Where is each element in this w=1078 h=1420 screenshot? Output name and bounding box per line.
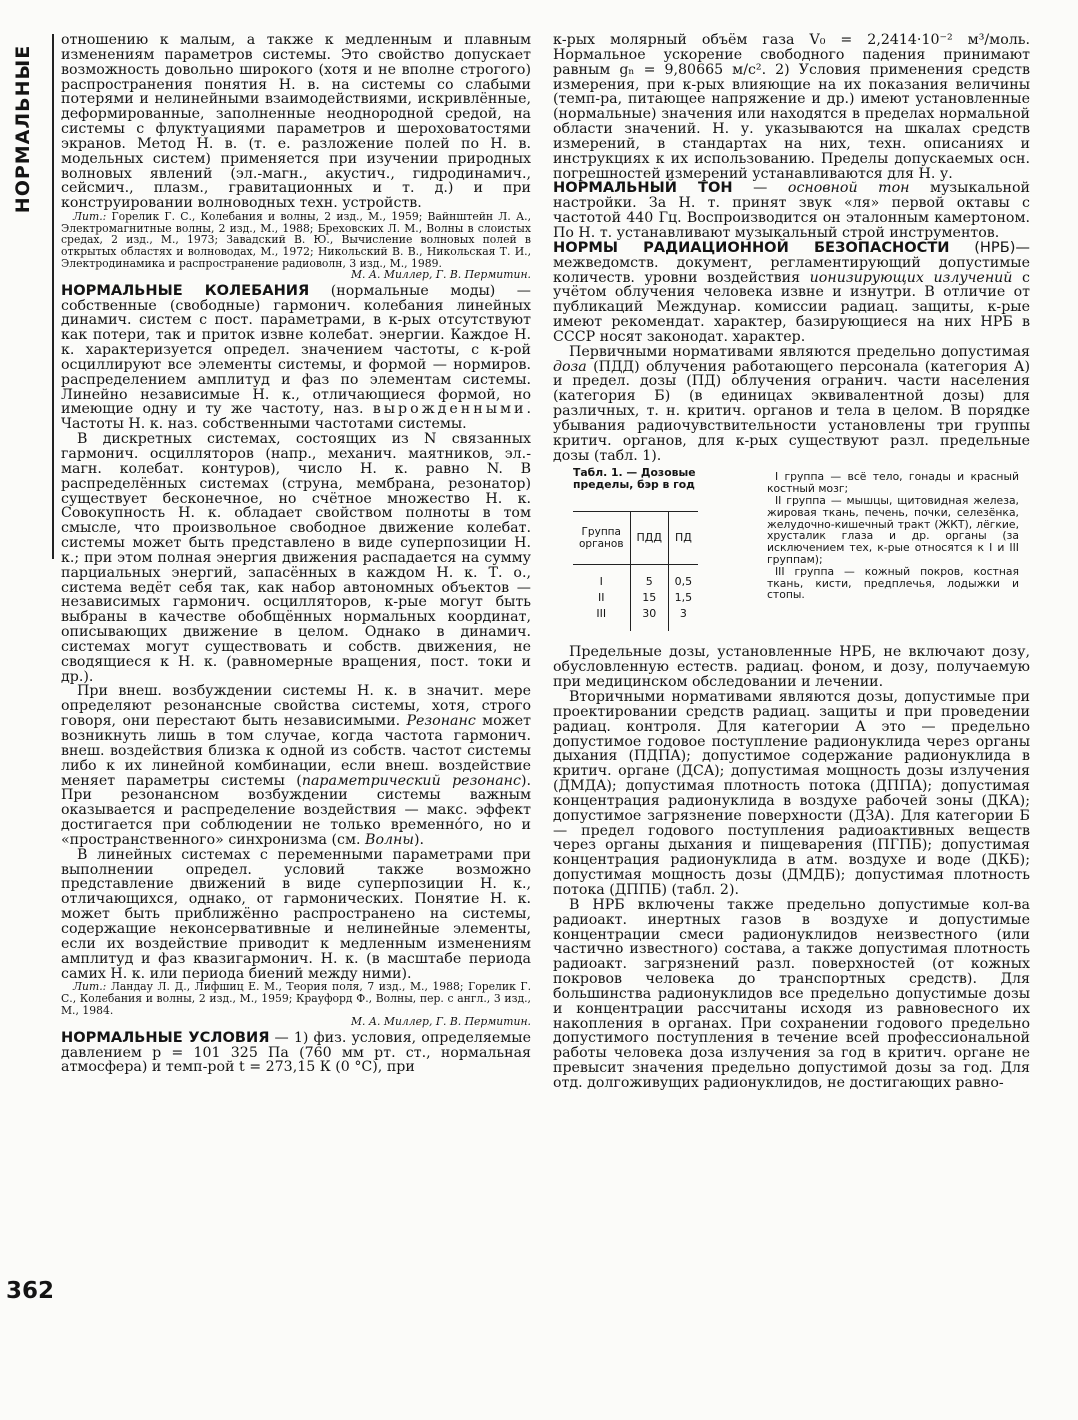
table-note: III группа — кожный покров, костная ткань, кисти, предплечья, лодыжки и стопы. [767, 564, 1019, 602]
paragraph: Предельные дозы, установленные НРБ, не включают дозу, обусловленную естеств. радиац. фоном, и дозу, получаемую при медицинском обследовании и лечении. [553, 644, 1030, 691]
references: Лит.: Ландау Л. Д., Лифшиц Е. М., Теория поля, 7 изд., М., 1988; Горелик Г. С., Колебания и волны, 2 изд., М., 1959; Крауфорд Ф., Волны, пер. с англ., 3 изд., М., 1984. [61, 980, 531, 1017]
paragraph: к-рых молярный объём газа V₀ = 2,2414·10⁻² м³/моль. Нормальное ускорение свободного падения принимают равным gₙ = 9,80665 м/с². 2) Условия применения средств измерения, при к-рых влияющие на их показания величины (темп-ра, питающее напряжение и др.) имеют установленные (нормальные) значения или находятся в пределах нормальной области значений. Н. у. указываются на шкалах средств измерений, в стандартах на них, техн. описаниях и инструкциях к их использованию. Пределы допускаемых осн. погрешностей измерений устанавливаются для Н. у. [553, 33, 1030, 182]
table-caption: Табл. 1. — Дозовые пределы, бэр в год [573, 466, 696, 492]
right-column [553, 33, 1030, 1091]
headword: НОРМАЛЬНЫЙ ТОН [553, 179, 733, 197]
references: Лит.: Горелик Г. С., Колебания и волны, 2 изд., М., 1959; Вайнштейн Л. А., Электромагнитные волны, 2 изд., М., 1988; Бреховских Л. М., Волны в слоистых средах, 2 изд., М., 1973; Завадский В. Ю., Вычисление волновых полей в открытых областях и волноводах, М., 1972; Никольский В. В., Никольская Т. И., Электродинамика и распространение радиоволн, 3 изд., М., 1989. [61, 210, 531, 270]
paragraph: В НРБ включены также предельно допустимые кол-ва радиоакт. инертных газов в воздухе и допустимые концентрации смеси радионуклидов неизвестного (или частично известного) состава, а также допустимая плотность радиоакт. загрязнений разл. поверхностей (от кожных покровов человека до транспортных средств). Для большинства радионуклидов все предельно допустимые дозы и концентрации рассчитаны исходя из равновесного их накопления в органах. При сохранении годового предельно допустимого поступления в течение всей профессиональной работы человека доза излучения за год в критич. органе не превысит значения предельно допустимой дозы за год. Для отд. долгоживущих радионуклидов, не достигающих равно- [553, 896, 1030, 1091]
entry-normal-oscillations: НОРМАЛЬНЫЕ КОЛЕБАНИЯ (нормальные моды) — собственные (свободные) гармонич. колебания линейных динамич. систем с пост. параметрами, в к-рых отсутствуют как потери, так и приток извне колебат. энергии. Каждое Н. к. характеризуется определ. значением частоты, с к-рой осциллируют все элементы системы, и формой — нормиров. распределением амплитуд и фаз по элементам системы. Линейно независимые Н. к., отличающиеся формой, но имеющие одну и ту же частоту, наз. вырожденными. Частоты Н. к. наз. собственными частотами системы. [61, 281, 531, 433]
paragraph: В дискретных системах, состоящих из N связанных гармонич. осцилляторов (напр., механич. маятников, эл.-магн. колебат. контуров), число Н. к. равно N. В распределённых системах (струна, мембрана, резонатор) существует бесконечное, но счётное множество Н. к. Совокупность Н. к. обладает свойством полноты в том смысле, что произвольное свободное движение колебат. системы может быть представлено в виде суперпозиции Н. к.; при этом полная энергия движения распадается на сумму парциальных энергий, запасённых в каждом Н. к. Т. о., система ведёт себя так, как набор автономных объектов — независимых гармонич. осцилляторов, к-рые могут быть выбраны в качестве обобщённых нормальных координат, описывающих движение в целом. Однако в динамич. системах могут существовать и собств. движения, не сводящиеся к Н. к. (равномерные вращения, пост. токи и др.). [61, 431, 531, 685]
headword: НОРМЫ РАДИАЦИОННОЙ БЕЗОПАСНОСТИ [553, 238, 950, 256]
paragraph: Первичными нормативами являются предельно допустимая доза (ПДД) облучения работающего персонала (категория А) и предел. дозы (ПД) облучения огранич. части населения (категория Б) (в единицах эквивалентной дозы) для различных, т. н. критич. органов и тела в целом. В порядке убывания радиочувствительности установлены три группы критич. органов, для к-рых существуют разл. предельные дозы (табл. 1). [553, 343, 1030, 464]
author-signature: М. А. Миллер, Г. В. Пермитин. [350, 1015, 531, 1029]
table-row: III 30 3 [573, 606, 698, 631]
dose-limits-table [573, 511, 698, 631]
entry-radiation-safety-norms: НОРМЫ РАДИАЦИОННОЙ БЕЗОПАСНОСТИ (НРБ)— межведомств. документ, регламентирующий допустимые количеств. уровни воздействия ионизирующих излучений с учётом облучения человека извне и изнутри. В отличие от публикаций Междунар. комиссии радиац. защиты, к-рые имеют рекомендат. характер, базирующиеся на них НРБ в СССР носят законодат. характер. [553, 238, 1030, 345]
column-header: ПДД [630, 512, 668, 565]
table-row: II 15 1,5 [573, 590, 698, 606]
table-note: I группа — всё тело, гонады и красный костный мозг; [767, 470, 1019, 496]
headword: НОРМАЛЬНЫЕ КОЛЕБАНИЯ [61, 281, 310, 299]
table-row: I 5 0,5 [573, 565, 698, 591]
page-number: 362 [6, 1278, 55, 1304]
entry-normal-conditions: НОРМАЛЬНЫЕ УСЛОВИЯ — 1) физ. условия, определяемые давлением p = 101 325 Па (760 мм рт. ст., нормальная атмосфера) и темп-рой t = 273,15 К (0 °C), при [61, 1028, 531, 1076]
running-head: НОРМАЛЬНЫЕ [12, 44, 34, 214]
entry-normal-tone: НОРМАЛЬНЫЙ ТОН — основной тон музыкальной настройки. За Н. т. принят звук «ля» первой октавы с частотой 440 Гц. Воспроизводится он эталонным камертоном. По Н. т. устанавливают музыкальный строй инструментов. [553, 179, 1030, 241]
column-header: ПД [668, 512, 697, 565]
column-header: Группа органов [573, 512, 630, 565]
paragraph: При внеш. возбуждении системы Н. к. в значит. мере определяют резонансные свойства системы, хотя, строго говоря, они перестают быть независимыми. Резонанс может возникнуть лишь в том случае, когда частота гармонич. внеш. воздействия близка к одной из собств. частот системы либо к их линейной комбинации, если внеш. воздействие меняет параметры системы (параметрический резонанс). При резонансном возбуждении системы важным оказывается и распределение воздействия — макс. эффект достигается при соблюдении не только временнóго, но и «пространственного» синхронизма (см. Волны). [61, 683, 531, 848]
dose-limits-table-block [553, 467, 1030, 639]
margin-rule [52, 34, 54, 559]
author-signature: М. А. Миллер, Г. В. Пермитин. [350, 268, 531, 282]
table-note: II группа — мышцы, щитовидная железа, жировая ткань, печень, почки, селезёнка, желудочно-кишечный тракт (ЖКТ), лёгкие, хрусталик глаза и др. органы (за исключением тех, к-рые относятся к I и III группам); [767, 494, 1019, 567]
left-column [61, 33, 531, 1075]
headword: НОРМАЛЬНЫЕ УСЛОВИЯ [61, 1028, 270, 1046]
paragraph: Вторичными нормативами являются дозы, допустимые при проектировании средств радиац. защиты и при проведении радиац. контроля. Для категории А это — предельно допустимое годовое поступление радионуклида через органы дыхания (ПДПA); допустимое содержание радионуклида в критич. органе (ДСA); допустимая мощность дозы излучения (ДМДA); допустимая плотность потока (ДППA); допустимая концентрация радионуклида в воздухе рабочей зоны (ДКA); допустимое загрязнение поверхности (ДЗA). Для категории Б — предел годового поступления радиоактивных веществ через органы дыхания и пищеварения (ПГПБ); допустимая концентрация радионуклида в атм. воздухе и воде (ДКБ); допустимая мощность дозы (ДМДБ); допустимая плотность потока (ДППБ) (табл. 2). [553, 689, 1030, 898]
paragraph: В линейных системах с переменными параметрами при выполнении определ. условий также возможно представление движений в виде суперпозиции Н. к., отличающихся, однако, от гармонических. Понятие Н. к. может быть приближённо распространено на системы, содержащие неконсервативные и нелинейные элементы, если их воздействие приводит к медленным изменениям амплитуд и фаз квазигармонич. Н. к. (в масштабе периода самих Н. к. или периода биений между ними). [61, 846, 531, 982]
table-notes [767, 471, 1019, 601]
paragraph: отношению к малым, а также к медленным и плавным изменениям параметров системы. Это свойство допускает возможность довольно широкого (хотя и не вполне строгого) распространения понятия Н. в. на системы со слабыми потерями и нелинейными взаимодействиями, искривлённые, деформированные, заполненные неоднородной средой, на системы с флуктуациями параметров и шероховатостями экранов. Метод Н. в. (т. е. разложение полей по Н. в. модельных систем) применяется при изучении природных волновых явлений (эл.-магн., акустич., гидродинамич., сейсмич., плазм., гравитационных и т. д.) и при конструировании волноводных техн. устройств. [61, 33, 531, 212]
